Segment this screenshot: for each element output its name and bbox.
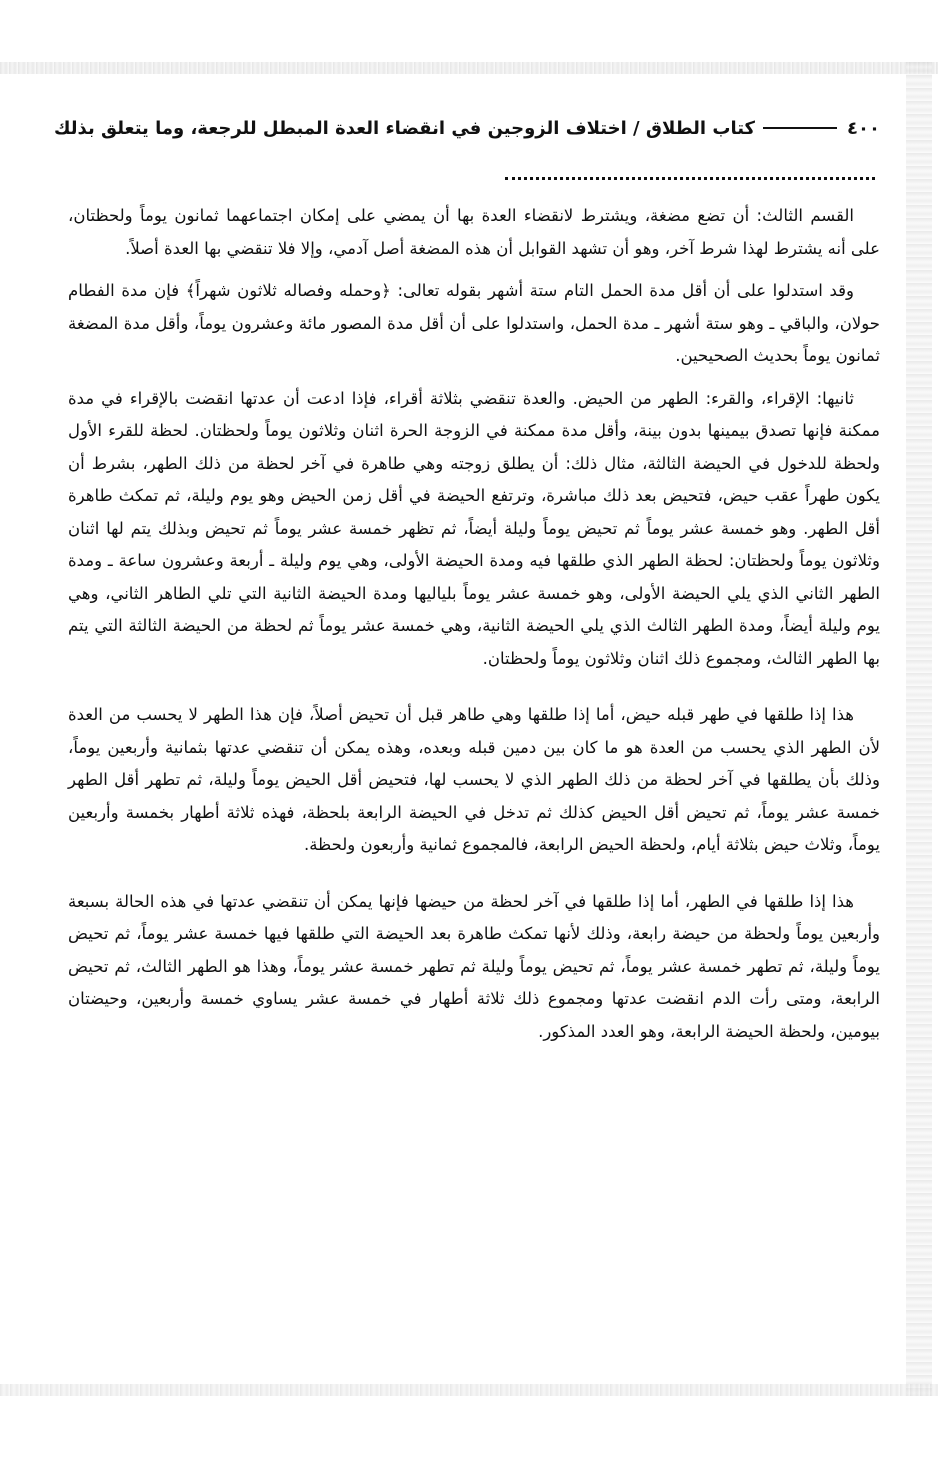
scan-edge-top [0, 62, 938, 74]
paragraph-divorce-before-menses: هذا إذا طلقها في طهر قبله حيض، أما إذا طلقها وهي طاهر قبل أن تحيض أصلاً، فإن هذا الطهر لا يحسب من العدة لأن الطهر الذي يحسب من العدة هو ما كان بين دمين قبله وبعده، وهذه يمكن أن تنقضي عدتها بثمانية وأربعين يوماً، وذلك بأن يطلقها في آخر لحظة من ذلك الطهر الذي لا يحسب لها، فتحيض أقل الحيض يوماً وليلة، ثم تطهر أقل الطهر خمسة عشر يوماً، ثم تحيض أقل الحيض كذلك ثم تدخل في الحيضة الرابعة بلحظة، فهذه ثلاثة أطهار بخمسة وأربعين يوماً، وثلاث حيض بثلاثة أيام، ولحظة الحيض الرابعة، فالمجموع ثمانية وأربعون ولحظة. [68, 705, 880, 854]
body-text [68, 200, 880, 1048]
scan-edge-right [906, 62, 932, 1396]
scan-edge-bottom [0, 1384, 938, 1396]
header-rule [763, 127, 837, 129]
paragraph-aqra: ثانيها: الإقراء، والقرء: الطهر من الحيض. والعدة تنقضي بثلاثة أقراء، فإذا ادعت أن عدتها انقضت بالإقراء في مدة ممكنة فإنها تصدق بيمينها بدون بينة، وأقل مدة ممكنة في الزوجة الحرة اثنان وثلاثون يوماً ولحظتان. لحظة للقرء الأول ولحظة للدخول في الحيضة الثالثة، مثال ذلك: أن يطلق زوجته وهي طاهرة في آخر لحظة من ذلك الطهر، بشرط أن يكون طهراً عقب حيض، فتحيض بعد ذلك مباشرة، وترتفع الحيضة في أقل زمن الحيض وهو يوم وليلة، ثم تمكث طاهرة أقل الطهر. وهو خمسة عشر يوماً ثم تحيض يوماً وليلة أيضاً، ثم تظهر خمسة عشر يوماً ثم تحيض وبذلك يتم لها اثنان وثلاثون يوماً ولحظتان: لحظة الطهر الذي طلقها فيه ومدة الحيضة الأولى، وهي يوم وليلة ـ أربعة وعشرون ساعة ـ ومدة الطهر الثاني الذي يلي الحيضة الأولى، وهو خمسة عشر يوماً بلياليها ومدة الحيضة الثانية التي تلي الطاهر الثاني، وهي يوم وليلة أيضاً، ومدة الطهر الثالث الذي يلي الحيضة الثانية، وهي خمسة عشر يوماً ثم لحظة من الحيضة الثالثة التي يتم بها الطهر الثالث، ومجموع ذلك اثنان وثلاثون يوماً ولحظتان. [68, 388, 880, 668]
dotted-separator [505, 177, 875, 180]
running-title: كتاب الطلاق / اختلاف الزوجين في انقضاء العدة المبطل للرجعة، وما يتعلق بذلك [54, 117, 756, 139]
page-header [54, 108, 880, 148]
paragraph-divorce-in-purity: هذا إذا طلقها في الطهر، أما إذا طلقها في آخر لحظة من حيضها فإنها يمكن أن تنقضي عدتها في هذه الحالة بسبعة وأربعين يوماً ولحظة من حيضة رابعة، وذلك لأنها تمكث طاهرة بعد الحيضة التي طلقها فيها خمسة عشر يوماً، ثم تحيض يوماً وليلة، ثم تطهر خمسة عشر يوماً، ثم تحيض يوماً وليلة ثم تطهر خمسة عشر يوماً، وهذا هو الطهر الثالث، ثم تحيض الرابعة، ومتى رأت الدم انقضت عدتها ومجموع ذلك ثلاثة أطهار في خمسة عشر يساوي خمسة وأربعين، وحيضتان بيومين، ولحظة الحيضة الرابعة، وهو العدد المذكور. [68, 891, 880, 1041]
paragraph-evidence: وقد استدلوا على أن أقل مدة الحمل التام ستة أشهر بقوله تعالى: ﴿وحمله وفصاله ثلاثون شهراً﴾ فإن مدة الفطام حولان، والباقي ـ وهو ستة أشهر ـ مدة الحمل، واستدلوا على أن أقل مدة المصور مائة وعشرون يوماً، وأقل مدة المضغة ثمانون يوماً بحديث الصحيحين. [68, 281, 880, 365]
paragraph-third-section: القسم الثالث: أن تضع مضغة، ويشترط لانقضاء العدة بها أن يمضي على إمكان اجتماعهما ثمانون يوماً ولحظتان، على أنه يشترط لهذا شرط آخر، وهو أن تشهد القوابل أن هذه المضغة أصل آدمي، وإلا فلا تنقضي بها العدة أصلاً. [68, 206, 880, 258]
page-number: ٤٠٠ [847, 117, 880, 139]
